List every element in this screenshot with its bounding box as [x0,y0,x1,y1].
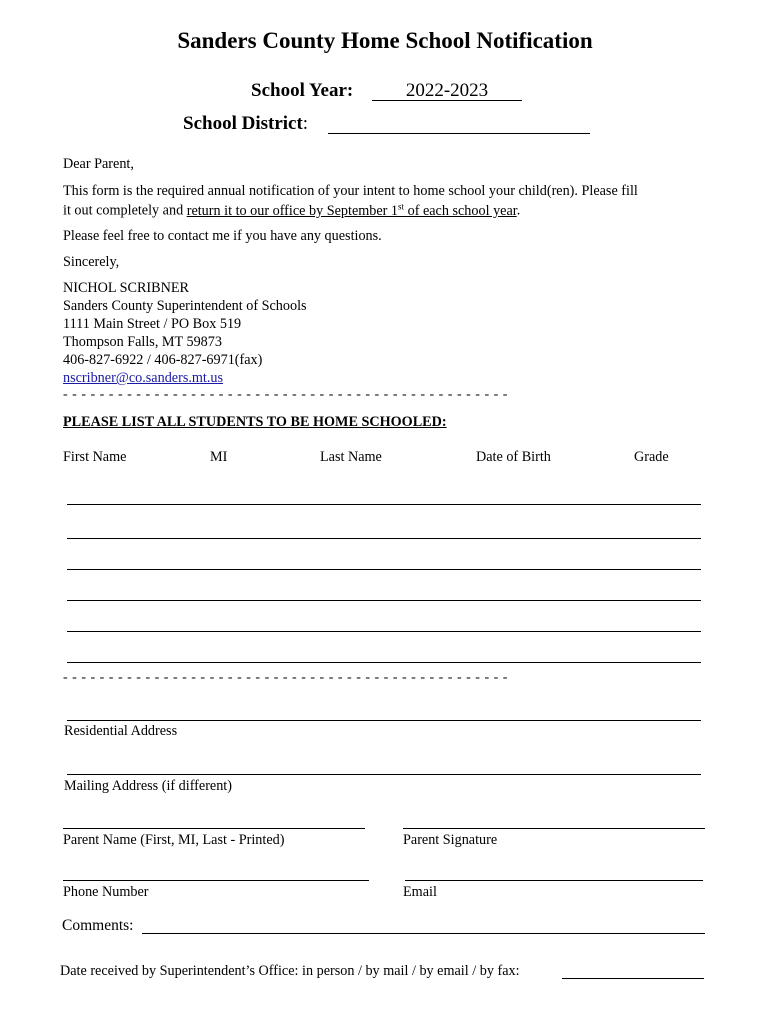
parent-name-field[interactable] [63,828,365,829]
email-link[interactable]: nscribner@co.sanders.mt.us [63,370,224,386]
divider-bottom: - - - - - - - - - - - - - - - - - - - - - - - - - - - - - - - - - - - - - - - - - - - - - - - - - [63,670,508,685]
phone-number-label: Phone Number [63,884,149,900]
student-row-line[interactable] [67,569,701,570]
parent-signature-field[interactable] [403,828,705,829]
email-field[interactable] [405,880,703,881]
column-last-name: Last Name [320,449,382,465]
column-grade: Grade [634,449,669,465]
date-received-field[interactable] [562,978,704,979]
mailing-address-label: Mailing Address (if different) [64,778,232,794]
signer-name: NICHOL SCRIBNER [63,280,189,296]
student-row-line[interactable] [67,538,701,539]
mailing-address-field[interactable] [67,774,701,775]
comments-field[interactable] [142,933,705,934]
students-heading: PLEASE LIST ALL STUDENTS TO BE HOME SCHOOLED: [63,414,447,430]
school-district-label: School District: [183,113,309,134]
intro-line-1: This form is the required annual notification of your intent to home school your child(ren). Please fill [63,183,638,199]
student-row-line[interactable] [67,662,701,663]
student-row-line[interactable] [67,631,701,632]
intro-line-2: it out completely and return it to our office by September 1st of each school year. [63,201,521,219]
column-first-name: First Name [63,449,127,465]
divider-top: - - - - - - - - - - - - - - - - - - - - - - - - - - - - - - - - - - - - - - - - - - - - - - - - - [63,387,508,402]
column-date-of-birth: Date of Birth [476,449,551,465]
page-title: Sanders County Home School Notification [177,28,593,53]
parent-name-label: Parent Name (First, MI, Last - Printed) [63,832,285,848]
column-mi: MI [210,449,228,465]
email-label: Email [403,884,437,900]
address-line-1: 1111 Main Street / PO Box 519 [63,316,242,332]
school-year-label: School Year: [251,80,354,101]
closing: Sincerely, [63,254,120,270]
parent-signature-label: Parent Signature [403,832,498,848]
greeting: Dear Parent, [63,156,134,172]
contact-note: Please feel free to contact me if you have any questions. [63,228,382,244]
student-row-line[interactable] [67,600,701,601]
residential-address-field[interactable] [67,720,701,721]
comments-label: Comments: [62,917,134,934]
residential-address-label: Residential Address [64,723,178,739]
signer-title: Sanders County Superintendent of Schools [63,298,307,314]
school-district-field[interactable] [328,133,590,134]
date-received-label: Date received by Superintendent’s Office: in person / by mail / by email / by fax: [60,963,520,979]
phone-fax: 406-827-6922 / 406-827-6971(fax) [63,352,263,368]
address-line-2: Thompson Falls, MT 59873 [63,334,222,350]
phone-number-field[interactable] [63,880,369,881]
school-year-field[interactable]: 2022-2023 [405,80,489,101]
student-row-line[interactable] [67,504,701,505]
